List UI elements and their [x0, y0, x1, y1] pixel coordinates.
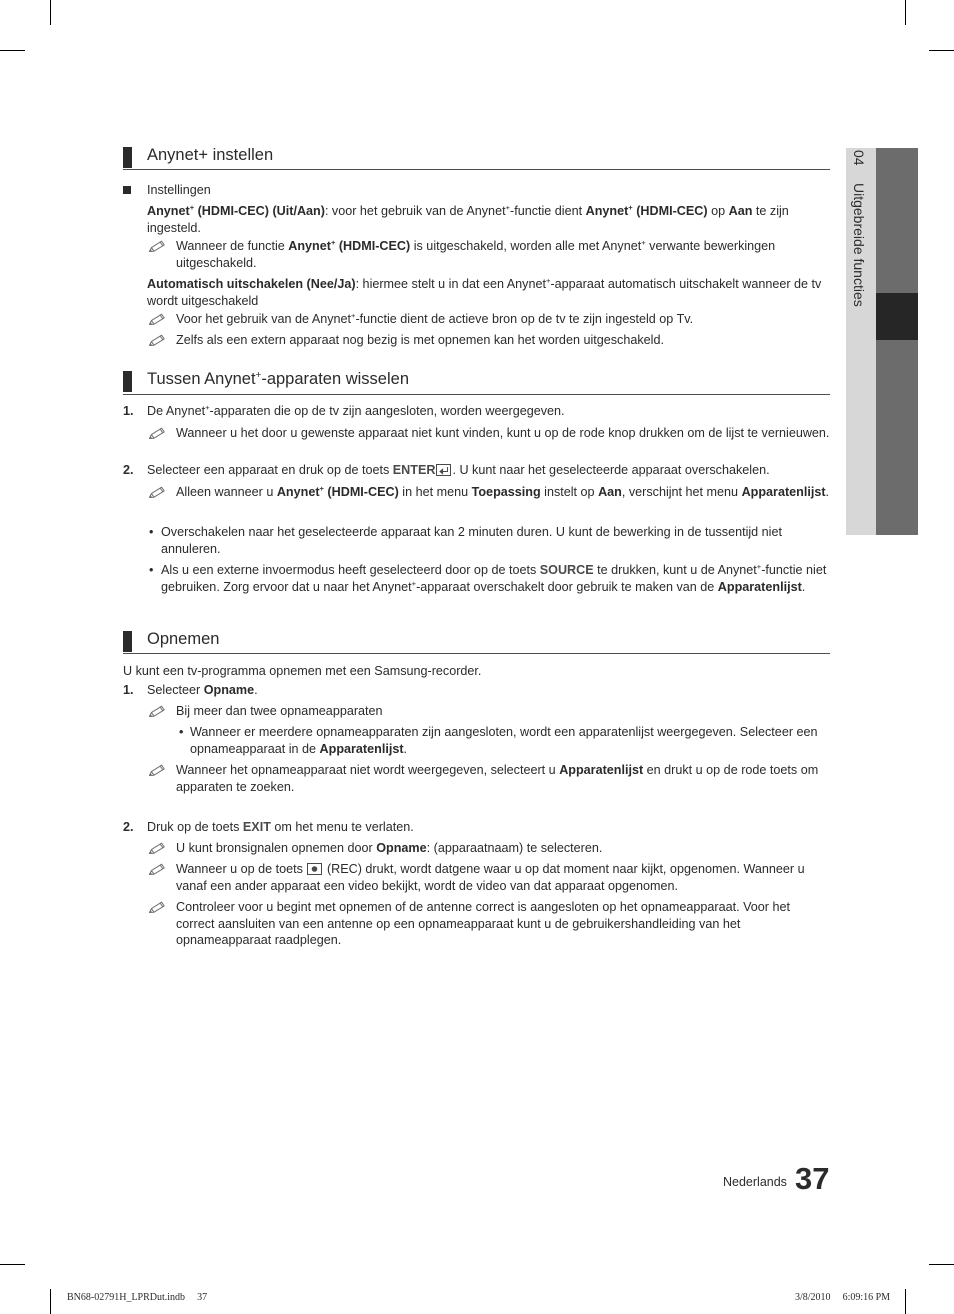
- text-run: Tussen Anynet: [147, 370, 256, 388]
- note-icon: [148, 705, 167, 718]
- item-number: 2.: [123, 463, 134, 477]
- superscript-text: +: [546, 276, 551, 286]
- bold-text: (HDMI-CEC) (Uit/Aan): [194, 204, 325, 218]
- superscript-text: +: [255, 370, 262, 382]
- text-run: instelt op: [540, 485, 599, 499]
- bullet-item: [179, 724, 830, 757]
- text-run: , verschijnt het menu: [621, 485, 742, 499]
- section-title: [147, 370, 409, 388]
- crop-mark: [929, 50, 954, 51]
- note: [148, 703, 830, 720]
- superscript-text: +: [756, 562, 762, 572]
- key-name: EXIT: [242, 820, 271, 834]
- paragraph: [147, 203, 830, 236]
- bold-text: Automatisch uitschakelen (Nee/Ja): [147, 277, 356, 291]
- text-run: -functie dient: [510, 204, 586, 218]
- bold-text: Apparatenlijst: [741, 485, 826, 499]
- numbered-item: [123, 819, 830, 836]
- bold-text: Opname: [376, 841, 427, 855]
- slug-page: 37: [197, 1292, 208, 1303]
- bullet-text: [149, 524, 830, 557]
- chapter-tab-strip: [876, 148, 918, 535]
- superscript-text: +: [205, 403, 210, 413]
- section-marker-icon: [123, 371, 132, 392]
- superscript-text: +: [411, 578, 417, 588]
- text-run: verwante bewerkingen uitgeschakeld.: [176, 239, 776, 270]
- superscript-text: +: [189, 203, 195, 213]
- note-icon: [148, 764, 167, 777]
- note: [148, 762, 830, 795]
- text-run: om het menu te verlaten.: [270, 820, 414, 834]
- page-number: 37: [795, 1161, 830, 1196]
- bold-text: Anynet: [288, 239, 331, 253]
- slug-filename: BN68-02791H_LPRDut.indb: [67, 1292, 186, 1303]
- crop-mark: [929, 1264, 954, 1265]
- note: [148, 238, 830, 271]
- bold-text: Apparatenlijst: [559, 763, 644, 777]
- note-icon: [148, 842, 167, 855]
- item-text: [123, 403, 830, 420]
- chapter-number: 04: [851, 150, 867, 166]
- bold-text: Anynet: [276, 485, 320, 499]
- note-icon: [148, 240, 167, 253]
- print-slug-file: [67, 1292, 207, 1304]
- numbered-item: [123, 682, 830, 699]
- note-text: [148, 311, 830, 328]
- text-run: Wanneer u op de toets: [176, 862, 307, 876]
- text-run: Alleen wanneer u: [176, 485, 277, 499]
- numbered-item: [123, 462, 830, 479]
- section-divider: [123, 653, 830, 654]
- bullet-glyph: •: [149, 525, 154, 539]
- crop-mark: [50, 0, 51, 25]
- text-run: -apparaten wisselen: [261, 370, 409, 388]
- note: [148, 332, 830, 349]
- text-run: (REC) drukt, wordt datgene waar u op dat moment naar kijkt, opgenomen. Wanneer u vanaf een ander apparaat een video bekijkt, wordt de video van dat apparaat opgenomen.: [176, 862, 805, 893]
- bullet-glyph: •: [149, 563, 154, 577]
- crop-mark: [50, 1289, 51, 1314]
- note-icon: [148, 901, 167, 914]
- item-number: 1.: [123, 404, 134, 418]
- key-name: SOURCE: [539, 563, 594, 577]
- text-run: De Anynet: [147, 404, 206, 418]
- section-marker-icon: [123, 147, 132, 168]
- chapter-tab-active-marker: [876, 293, 918, 340]
- bold-text: Opname: [203, 683, 255, 697]
- text-run: Wanneer de functie: [176, 239, 289, 253]
- note: [148, 425, 830, 442]
- item-text: [123, 682, 830, 699]
- text-run: : hiermee stelt u in dat een Anynet: [355, 277, 546, 291]
- subheading: Instellingen: [147, 183, 211, 197]
- bullet-item: [149, 562, 830, 595]
- section-marker-icon: [123, 631, 132, 652]
- text-run: -apparaten die op de tv zijn aangesloten, worden weergegeven.: [209, 404, 565, 418]
- text-run: Selecteer: [147, 683, 204, 697]
- superscript-text: +: [319, 484, 324, 494]
- enter-icon: [436, 464, 451, 476]
- bold-text: Aan: [598, 485, 622, 499]
- print-slug-date: [795, 1292, 890, 1304]
- note-text: [148, 762, 830, 795]
- note-icon: [148, 427, 167, 440]
- text-run: .: [254, 683, 258, 697]
- rec-icon: [307, 863, 322, 875]
- chapter-title: Uitgebreide functies: [851, 183, 867, 307]
- bold-text: Apparatenlijst: [717, 579, 802, 594]
- text-run: . U kunt naar het geselecteerde apparaat overschakelen.: [452, 463, 770, 477]
- superscript-text: +: [628, 203, 633, 213]
- note: [148, 840, 830, 857]
- text-run: U kunt bronsignalen opnemen door: [176, 841, 377, 855]
- bold-text: (HDMI-CEC): [632, 204, 708, 218]
- note: [148, 484, 830, 501]
- note-icon: [148, 486, 167, 499]
- bold-text: Apparatenlijst: [319, 741, 404, 756]
- note: [148, 861, 830, 894]
- text-run: te drukken, kunt u de Anynet: [593, 563, 757, 577]
- superscript-text: +: [330, 238, 336, 248]
- text-run: en drukt u op de rode toets om apparaten te zoeken.: [176, 763, 819, 794]
- square-bullet-icon: [123, 186, 131, 194]
- section-title: Opnemen: [147, 630, 220, 648]
- bold-text: Aan: [728, 204, 753, 218]
- bullet-text: [179, 724, 830, 757]
- text-run: Overschakelen naar het geselecteerde apparaat kan 2 minuten duren. U kunt de bewerking in de tussentijd niet annuleren.: [161, 525, 782, 556]
- section-title: Anynet+ instellen: [147, 146, 274, 164]
- bullet-glyph: •: [179, 725, 184, 739]
- footer-language: Nederlands: [723, 1175, 787, 1189]
- section-divider: [123, 169, 830, 170]
- text-run: .: [825, 485, 830, 499]
- text-run: -apparaat overschakelt door gebruik te maken van de: [416, 579, 718, 594]
- crop-mark: [0, 1264, 25, 1265]
- item-number: 2.: [123, 820, 134, 834]
- note-icon: [148, 313, 167, 326]
- note-text: [148, 484, 830, 501]
- superscript-text: +: [641, 238, 646, 248]
- item-text: [123, 819, 830, 836]
- note-text: [148, 703, 830, 720]
- superscript-text: +: [351, 311, 356, 321]
- note-icon: [148, 863, 167, 876]
- note: [148, 899, 830, 949]
- note-text: [148, 332, 830, 349]
- note-text: [148, 899, 830, 949]
- crop-mark: [905, 0, 906, 25]
- text-run: .: [801, 579, 806, 594]
- slug-date: 3/8/2010: [795, 1292, 831, 1303]
- key-name: ENTER: [392, 463, 436, 477]
- intro-paragraph: U kunt een tv-programma opnemen met een Samsung-recorder.: [123, 664, 482, 678]
- numbered-item: [123, 403, 830, 420]
- note: [148, 311, 830, 328]
- text-run: : (apparaatnaam) te selecteren.: [426, 841, 603, 855]
- text-run: Selecteer een apparaat en druk op de toets: [147, 463, 393, 477]
- item-text: [123, 462, 830, 479]
- bold-text: (HDMI-CEC): [335, 239, 411, 253]
- bullet-item: [149, 524, 830, 557]
- text-run: : voor het gebruik van de Anynet: [324, 204, 506, 218]
- text-run: Controleer voor u begint met opnemen of de antenne correct is aangesloten op het opnameapparaat. Voor het correct aansluiten van een antenne op een opnameapparaat kunt u de gebruikershandleiding van het opnameapparaat raadplegen.: [176, 900, 791, 947]
- text-run: Als u een externe invoermodus heeft geselecteerd door op de toets: [161, 563, 540, 577]
- note-text: [148, 840, 830, 857]
- text-run: in het menu: [398, 485, 472, 499]
- crop-mark: [0, 50, 25, 51]
- bold-text: Anynet: [585, 204, 629, 218]
- bold-text: Toepassing: [471, 485, 541, 499]
- text-run: te zijn ingesteld.: [147, 204, 789, 235]
- superscript-text: +: [505, 203, 510, 213]
- bold-text: (HDMI-CEC): [323, 485, 399, 499]
- text-run: Wanneer u het door u gewenste apparaat niet kunt vinden, kunt u op de rode knop drukken om de lijst te vernieuwen.: [176, 426, 830, 440]
- note-text: [148, 861, 830, 894]
- text-run: Voor het gebruik van de Anynet: [176, 312, 352, 326]
- paragraph: [147, 276, 830, 309]
- text-run: Bij meer dan twee opnameapparaten: [176, 704, 383, 718]
- text-run: -functie dient de actieve bron op de tv te zijn ingesteld op Tv.: [355, 312, 694, 326]
- bold-text: Anynet: [147, 204, 190, 218]
- item-number: 1.: [123, 683, 134, 697]
- section-divider: [123, 394, 830, 395]
- text-run: Druk op de toets: [147, 820, 243, 834]
- text-run: -functie niet gebruiken. Zorg ervoor dat u naar het Anynet: [161, 563, 827, 594]
- note-text: [148, 425, 830, 442]
- text-run: Zelfs als een extern apparaat nog bezig is met opnemen kan het worden uitgeschakeld.: [176, 333, 664, 347]
- text-run: is uitgeschakeld, worden alle met Anynet: [410, 239, 642, 253]
- note-icon: [148, 334, 167, 347]
- text-run: op: [707, 204, 729, 218]
- text-run: .: [403, 741, 408, 756]
- crop-mark: [905, 1289, 906, 1314]
- text-run: -apparaat automatisch uitschakelt wanneer de tv wordt uitgeschakeld: [147, 277, 822, 308]
- note-text: [148, 238, 830, 271]
- slug-time: 6:09:16 PM: [842, 1292, 891, 1303]
- text-run: Wanneer het opnameapparaat niet wordt weergegeven, selecteert u: [176, 763, 560, 777]
- text-run: Wanneer er meerdere opnameapparaten zijn aangesloten, wordt een apparatenlijst weergegeven. Selecteer een opnameapparaat in de: [190, 725, 818, 756]
- bullet-text: [149, 562, 830, 595]
